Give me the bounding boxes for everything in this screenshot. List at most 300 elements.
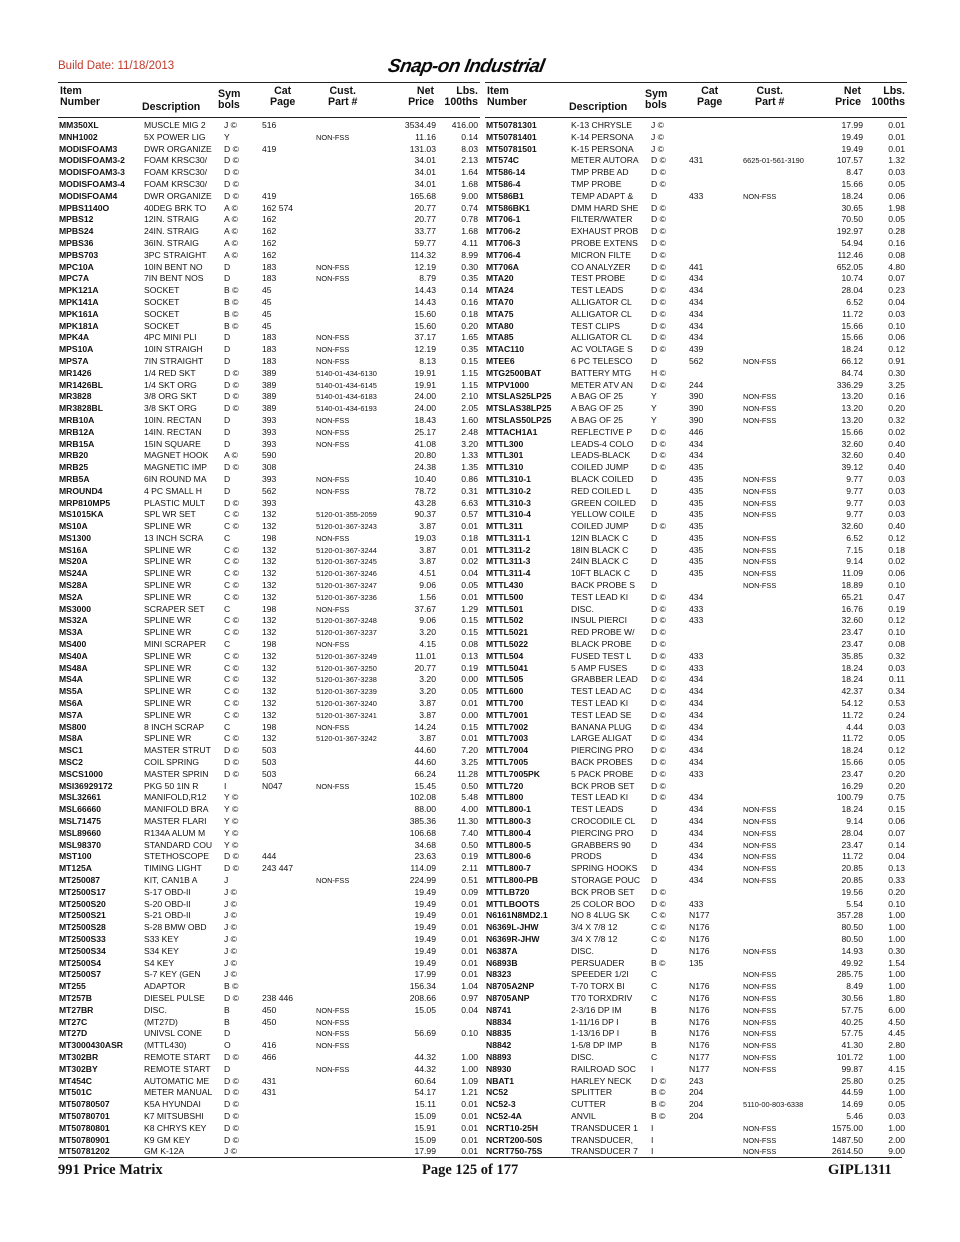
cell-description: TRANSDUCER 1	[571, 1122, 638, 1133]
cell-description: GM K-12A	[144, 1146, 185, 1157]
cell-item-number: MT2500S33	[59, 933, 106, 944]
cell-net-price: 1487.50	[831, 1134, 863, 1145]
cell-description: 3/8 SKT ORG	[144, 403, 197, 414]
cell-description: DISC.	[571, 603, 594, 614]
cell-net-price: 65.21	[841, 591, 863, 602]
table-row	[485, 851, 907, 863]
cell-lbs: 0.07	[888, 273, 905, 284]
cell-description: SPLINE WR	[144, 580, 192, 591]
table-row	[58, 615, 480, 627]
cell-net-price: 19.91	[414, 367, 436, 378]
cell-symbols: C ©	[224, 733, 239, 744]
cell-cat-page: 204	[689, 1110, 704, 1121]
cell-lbs: 0.18	[888, 544, 905, 555]
cell-item-number: N8705ANP	[486, 992, 530, 1003]
cell-net-price: 18.24	[841, 190, 863, 201]
cell-description: MASTER SPRIN	[144, 768, 209, 779]
cell-net-price: 15.66	[841, 178, 863, 189]
cell-symbols: J ©	[651, 120, 665, 130]
cell-cat-page: 434	[689, 875, 704, 885]
cell-cat-page: 132	[262, 709, 277, 720]
cell-symbols: D ©	[224, 1110, 239, 1121]
table-row	[58, 934, 480, 946]
cell-item-number: N6369L-JHW	[486, 922, 539, 933]
cell-net-price: 15.09	[414, 1134, 436, 1145]
cell-description: 10IN. RECTAN	[144, 414, 202, 425]
cell-symbols: D ©	[224, 992, 239, 1003]
cell-symbols: D ©	[651, 733, 666, 744]
cell-description: S-20 OBD-II	[144, 898, 191, 909]
cell-item-number: MRB15A	[59, 438, 95, 449]
cell-item-number: MTTL800-4	[486, 827, 531, 838]
table-row	[485, 828, 907, 840]
cell-description: SPLINE WR	[144, 733, 192, 744]
cell-item-number: MT255	[59, 981, 86, 992]
cell-symbols: D ©	[651, 296, 666, 307]
cell-item-number: MTTL504	[486, 650, 524, 661]
cell-lbs: 4.00	[461, 804, 478, 815]
cell-symbols: C ©	[651, 922, 666, 933]
cell-cat-page: 45	[262, 308, 272, 319]
cell-description: 7IN BENT NOS	[144, 273, 204, 284]
cell-net-price: 44.32	[414, 1063, 436, 1074]
cell-lbs: 0.40	[888, 450, 905, 461]
cell-item-number: MT250087	[59, 875, 101, 885]
cell-net-price: 1.56	[419, 591, 436, 602]
cell-net-price: 16.29	[841, 780, 863, 791]
cell-item-number: MSL66660	[59, 804, 102, 815]
cell-item-number: N8834	[486, 1016, 512, 1027]
cell-net-price: 80.50	[841, 933, 863, 944]
cell-cat-page: 434	[689, 839, 704, 850]
cell-cust-part: 5120-01-367-3243	[316, 522, 377, 532]
table-row	[58, 1099, 480, 1111]
cell-item-number: MSC1	[59, 745, 83, 756]
table-row	[58, 651, 480, 663]
cell-symbols: D ©	[651, 709, 666, 720]
cell-cust-part: 5120-01-367-3238	[316, 675, 377, 685]
cell-description: ALLIGATOR CL	[571, 332, 632, 343]
cell-cat-page: 393	[262, 473, 277, 484]
cell-net-price: 15.11	[415, 1099, 436, 1110]
table-row	[485, 533, 907, 545]
cell-lbs: 0.05	[888, 733, 905, 744]
table-row	[485, 757, 907, 769]
cell-lbs: 0.02	[461, 556, 478, 567]
cell-net-price: 20.77	[414, 214, 436, 225]
cell-item-number: MS40A	[59, 650, 88, 661]
cell-cat-page: 132	[262, 733, 277, 744]
cell-symbols: A ©	[224, 202, 238, 213]
cell-symbols: I	[224, 780, 227, 791]
cell-lbs: 0.74	[461, 202, 478, 213]
cell-description: METER AUTORA	[571, 155, 639, 166]
cell-description: S4 KEY	[144, 957, 175, 968]
cell-symbols: J ©	[224, 886, 238, 897]
cell-symbols: D ©	[224, 768, 239, 779]
cell-net-price: 15.45	[414, 780, 436, 791]
cell-lbs: 0.05	[888, 1099, 905, 1110]
cell-cat-page: 441	[689, 261, 704, 272]
cell-description: FILTER/WATER	[571, 214, 633, 225]
cell-lbs: 0.20	[888, 780, 905, 791]
cell-cust-part: 5120-01-355-2059	[316, 510, 377, 520]
cell-description: SPRING HOOKS	[571, 863, 638, 874]
cell-symbols: D ©	[651, 721, 666, 732]
cell-net-price: 357.28	[836, 910, 863, 921]
cell-item-number: MR1426	[59, 367, 92, 378]
cell-cust-part: 5120-01-367-3248	[316, 616, 377, 626]
cell-net-price: 25.80	[841, 1075, 863, 1086]
cell-description: FUSED TEST L	[571, 650, 632, 661]
cell-item-number: MTSLAS38LP25	[486, 403, 552, 414]
cell-cust-part: NON-FSS	[316, 474, 350, 484]
table-row	[485, 580, 907, 592]
cell-symbols: D	[224, 426, 231, 437]
cell-cat-page: 562	[262, 485, 277, 496]
cell-net-price: 18.24	[841, 344, 863, 355]
table-row	[58, 733, 480, 745]
cell-cat-page: 503	[262, 768, 277, 779]
cell-symbols: D ©	[651, 332, 666, 343]
cell-lbs: 0.01	[461, 733, 478, 744]
cell-lbs: 3.20	[461, 438, 478, 449]
cell-symbols: D ©	[224, 1051, 239, 1062]
cell-cat-page: 132	[262, 674, 277, 685]
cell-item-number: MPBS1140O	[59, 202, 110, 213]
cell-symbols: C	[651, 992, 658, 1003]
cell-symbols: D ©	[224, 851, 239, 862]
cell-net-price: 32.60	[841, 615, 863, 626]
cell-lbs: 0.01	[461, 521, 478, 532]
cell-item-number: MPK4A	[59, 332, 90, 343]
cell-description: SPLINE WR	[144, 521, 192, 532]
table-row	[485, 781, 907, 793]
cell-item-number: MT2500S7	[59, 969, 102, 980]
cell-symbols: D	[224, 355, 231, 366]
cell-symbols: D	[224, 414, 231, 425]
cell-net-price: 44.32	[414, 1051, 436, 1062]
cell-lbs: 0.00	[461, 674, 478, 685]
cell-description: INSUL PIERCI	[571, 615, 628, 626]
cell-symbols: D ©	[651, 261, 666, 272]
cell-item-number: MT2500S4	[59, 957, 102, 968]
cell-cat-page: 183	[262, 332, 277, 343]
cell-cat-page: 434	[689, 816, 704, 827]
cell-item-number: MS10A	[59, 521, 88, 532]
cell-cat-page: 503	[262, 745, 277, 756]
table-row	[485, 191, 907, 203]
table-row	[485, 863, 907, 875]
cell-net-price: 24.00	[414, 403, 436, 414]
cell-cat-page: 45	[262, 285, 272, 296]
table-row	[58, 828, 480, 840]
cell-description: S34 KEY	[144, 945, 179, 956]
cell-lbs: 0.12	[888, 532, 905, 543]
cell-lbs: 0.01	[888, 120, 905, 130]
cell-item-number: MT2500S34	[59, 945, 106, 956]
cell-lbs: 0.06	[888, 816, 905, 827]
cell-net-price: 66.12	[841, 355, 863, 366]
cell-net-price: 101.72	[836, 1051, 863, 1062]
cell-item-number: MNH1002	[59, 131, 98, 142]
cell-cat-page: 132	[262, 544, 277, 555]
cell-symbols: B	[651, 1016, 657, 1027]
cell-cat-page: 434	[689, 308, 704, 319]
cell-lbs: 0.00	[461, 709, 478, 720]
cell-description: SCRAPER SET	[144, 603, 205, 614]
cell-lbs: 4.45	[888, 1028, 905, 1039]
cell-cat-page: 446	[689, 426, 704, 437]
cell-description: TEST LEADS	[571, 285, 624, 296]
cell-symbols: Y	[651, 403, 657, 414]
cell-item-number: N6893B	[486, 957, 518, 968]
cell-description: 14IN. RECTAN	[144, 426, 202, 437]
cell-item-number: MTTL7005PK	[486, 768, 540, 779]
cell-item-number: MT50781301	[486, 120, 537, 130]
table-row	[58, 1111, 480, 1123]
cell-cat-page: 434	[689, 438, 704, 449]
cell-cat-page: 238 446	[262, 992, 294, 1003]
cell-lbs: 0.05	[888, 757, 905, 768]
footer-divider	[58, 1157, 902, 1158]
cell-lbs: 0.19	[461, 851, 478, 862]
cell-lbs: 0.03	[888, 1110, 905, 1121]
cell-description: MAGNETIC IMP	[144, 462, 208, 473]
cell-net-price: 40.25	[841, 1016, 863, 1027]
cell-description: K-14 PERSONA	[571, 131, 634, 142]
cell-lbs: 0.10	[888, 580, 905, 591]
cell-item-number: MT257B	[59, 992, 92, 1003]
cell-description: BATTERY MTG	[571, 367, 632, 378]
table-row	[485, 238, 907, 250]
cell-net-price: 54.12	[841, 698, 863, 709]
cell-cat-page: 450	[262, 1004, 277, 1015]
cell-net-price: 18.24	[841, 804, 863, 815]
table-row	[485, 922, 907, 934]
cell-item-number: N8842	[486, 1040, 512, 1051]
cell-item-number: MTTLB720	[486, 886, 530, 897]
cell-lbs: 0.01	[461, 969, 478, 980]
cell-cat-page: 435	[689, 485, 704, 496]
cell-symbols: D ©	[651, 273, 666, 284]
cell-net-price: 24.00	[414, 391, 436, 402]
cell-net-price: 19.56	[841, 886, 863, 897]
table-row	[485, 415, 907, 427]
cell-lbs: 416.00	[451, 120, 478, 130]
table-row	[58, 391, 480, 403]
cell-item-number: MTA70	[486, 296, 514, 307]
table-row	[58, 144, 480, 156]
cell-description: FOAM KRSC30/	[144, 167, 208, 178]
table-row	[58, 757, 480, 769]
cell-cat-page: 45	[262, 320, 272, 331]
table-row	[485, 1135, 907, 1147]
cell-item-number: MTTL5022	[486, 639, 529, 650]
cell-symbols: D ©	[224, 745, 239, 756]
cell-symbols: D ©	[224, 143, 239, 154]
cell-item-number: MS6A	[59, 698, 83, 709]
cell-description: COIL SPRING	[144, 757, 200, 768]
cell-cat-page: N177	[689, 1051, 710, 1062]
cell-cat-page: 132	[262, 568, 277, 579]
cell-symbols: D ©	[224, 1099, 239, 1110]
header-net-price: Net Price	[408, 85, 434, 108]
cell-cust-part: NON-FSS	[316, 274, 350, 284]
cell-lbs: 11.28	[457, 768, 478, 779]
cell-net-price: 15.66	[841, 757, 863, 768]
cell-description: 1/4 RED SKT	[144, 367, 196, 378]
cell-cat-page: 435	[689, 521, 704, 532]
cell-net-price: 3.20	[419, 686, 436, 697]
cell-net-price: 12.19	[414, 261, 436, 272]
table-row	[485, 887, 907, 899]
cell-description: A BAG OF 25	[571, 403, 624, 414]
cell-symbols: D ©	[651, 686, 666, 697]
cell-symbols: D	[651, 497, 658, 508]
cell-item-number: MRP810MP5	[59, 497, 111, 508]
cell-net-price: 8.49	[846, 981, 863, 992]
cell-net-price: 5.46	[846, 1110, 863, 1121]
table-row	[58, 840, 480, 852]
cell-net-price: 336.29	[836, 379, 863, 390]
cell-description: STORAGE POUC	[571, 875, 641, 885]
table-row	[485, 368, 907, 380]
cell-description: MASTER FLARI	[144, 816, 207, 827]
cell-cust-part: 5120-01-367-3240	[316, 699, 377, 709]
cell-lbs: 0.24	[888, 709, 905, 720]
cell-symbols: Y	[651, 414, 657, 425]
cell-lbs: 0.01	[461, 1110, 478, 1121]
cell-lbs: 1.00	[888, 1051, 905, 1062]
cell-net-price: 9.06	[419, 615, 436, 626]
table-row	[58, 804, 480, 816]
cell-net-price: 14.43	[414, 285, 436, 296]
table-row	[485, 686, 907, 698]
cell-description: R134A ALUM M	[144, 827, 206, 838]
cell-net-price: 15.66	[841, 320, 863, 331]
cell-cust-part: 5140-01-434-6183	[316, 392, 377, 402]
cell-item-number: MPBS703	[59, 249, 99, 260]
cell-description: SPLINE WR	[144, 591, 192, 602]
cell-net-price: 43.28	[414, 497, 436, 508]
cell-lbs: 0.35	[461, 344, 478, 355]
cell-cust-part: NON-FSS	[743, 404, 777, 414]
cell-item-number: MROUND4	[59, 485, 103, 496]
cell-lbs: 0.51	[461, 875, 478, 885]
cell-net-price: 9.06	[419, 580, 436, 591]
cell-cust-part: 5140-01-434-6145	[316, 380, 377, 390]
cell-description: BLACK PROBE	[571, 639, 632, 650]
cell-cat-page: 183	[262, 344, 277, 355]
cell-item-number: MTTL311-1	[486, 532, 531, 543]
cell-symbols: B ©	[224, 296, 239, 307]
footer-doc-code: GIPL1311	[828, 1162, 892, 1178]
cell-cat-page: 132	[262, 591, 277, 602]
cell-description: MANIFOLD,R12	[144, 792, 207, 803]
cell-description: SPLINE WR	[144, 698, 192, 709]
cell-cust-part: NON-FSS	[743, 1005, 777, 1015]
cell-item-number: N8930	[486, 1063, 512, 1074]
cell-cust-part: NON-FSS	[743, 1029, 777, 1039]
table-row	[58, 309, 480, 321]
cell-description: 5 PACK PROBE	[571, 768, 634, 779]
cell-cat-page: 389	[262, 391, 277, 402]
cell-description: 8 INCH SCRAP	[144, 721, 205, 732]
cell-description: SPLINE WR	[144, 568, 192, 579]
cell-net-price: 12.19	[414, 344, 436, 355]
cell-cust-part: NON-FSS	[316, 1064, 350, 1074]
cell-symbols: D ©	[651, 344, 666, 355]
cell-cat-page: 162	[262, 214, 277, 225]
cell-cust-part: NON-FSS	[316, 356, 350, 366]
table-row	[58, 450, 480, 462]
cell-symbols: D ©	[224, 367, 239, 378]
cell-cat-page: 434	[689, 296, 704, 307]
cell-lbs: 0.02	[888, 426, 905, 437]
table-row	[485, 1028, 907, 1040]
cell-lbs: 2.11	[461, 863, 478, 874]
cell-symbols: D ©	[651, 615, 666, 626]
cell-cat-page: 243	[689, 1075, 704, 1086]
cell-item-number: MTTL7004	[486, 745, 529, 756]
cell-lbs: 0.15	[461, 721, 478, 732]
cell-cust-part: NON-FSS	[743, 1064, 777, 1074]
cell-description: CROCODILE CL	[571, 816, 636, 827]
cell-description: HARLEY NECK	[571, 1075, 632, 1086]
cell-symbols: C ©	[651, 910, 666, 921]
cell-lbs: 0.01	[461, 698, 478, 709]
cell-description: BACK PROBES	[571, 757, 633, 768]
cell-description: FOAM KRSC30/	[144, 178, 208, 189]
cell-symbols: B	[224, 1016, 230, 1027]
cell-net-price: 15.66	[841, 426, 863, 437]
cell-net-price: 3534.49	[404, 120, 436, 130]
cell-cat-page: 435	[689, 509, 704, 520]
cell-lbs: 8.03	[461, 143, 478, 154]
cell-lbs: 0.78	[461, 214, 478, 225]
cell-net-price: 99.87	[841, 1063, 863, 1074]
cell-description: ALLIGATOR CL	[571, 308, 632, 319]
cell-net-price: 4.15	[419, 639, 436, 650]
table-row	[58, 238, 480, 250]
cell-description: K5A HYUNDAI	[144, 1099, 201, 1110]
cell-cat-page: N177	[689, 1063, 710, 1074]
cell-cat-page: 198	[262, 532, 277, 543]
cell-description: 25 COLOR BOO	[571, 898, 635, 909]
cell-description: A BAG OF 25	[571, 391, 624, 402]
cell-lbs: 0.33	[888, 875, 905, 885]
cell-net-price: 44.60	[414, 745, 436, 756]
cell-lbs: 0.07	[888, 827, 905, 838]
cell-cat-page: 503	[262, 757, 277, 768]
cell-net-price: 84.74	[841, 367, 863, 378]
cell-symbols: D ©	[651, 650, 666, 661]
cell-symbols: I	[651, 1063, 654, 1074]
cell-net-price: 8.79	[419, 273, 436, 284]
cell-item-number: MTA85	[486, 332, 514, 343]
cell-symbols: C ©	[224, 509, 239, 520]
cell-description: S33 KEY	[144, 933, 179, 944]
cell-net-price: 114.09	[410, 863, 436, 874]
cell-net-price: 39.12	[841, 462, 863, 473]
cell-cust-part: 5110-00-803-6338	[743, 1100, 804, 1110]
cell-symbols: D ©	[651, 438, 666, 449]
table-row	[485, 698, 907, 710]
cell-net-price: 15.60	[414, 320, 436, 331]
cell-symbols: C ©	[224, 650, 239, 661]
cell-description: SPL WR SET	[144, 509, 196, 520]
